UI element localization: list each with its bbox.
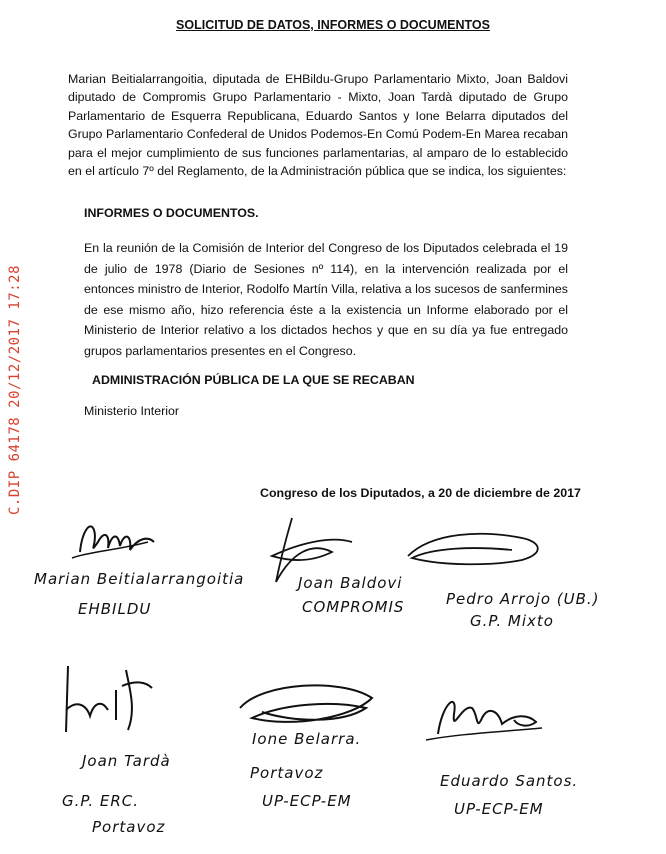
- registry-stamp-text: C.DIP 64178 20/12/2017 17:28: [7, 264, 23, 516]
- registry-stamp: [2, 250, 28, 530]
- signature-scribble-santos: [418, 684, 548, 744]
- signature-scribble-tarda: [56, 660, 156, 740]
- signature-name-5: Ione Belarra.: [252, 730, 362, 748]
- intro-paragraph: Marian Beitialarrangoitia, diputada de EHBildu-Grupo Parlamentario Mixto, Joan Baldovi diputado de Compromis Grupo Parlamentario - Mixto, Joan Tardà diputado de Grupo Parlamentario de Esquerra Republicana, Eduardo Santos y Ione Belarra diputados del Grupo Parlamentario Confederal de Unidos Podemos-En Comú Podem-En Marea recaban para el mejor cumplimiento de sus funciones parlamentarias, al amparo de lo establecido en el artículo 7º del Reglamento, de la Administración pública que se indica, los siguientes:: [68, 72, 568, 179]
- signature-name-6: Eduardo Santos.: [440, 772, 579, 790]
- admin-body: Ministerio Interior: [84, 404, 180, 418]
- signature-name-3: Pedro Arrojo (UB.): [446, 590, 600, 608]
- signature-group-2: COMPROMIS: [302, 598, 405, 616]
- signature-scribble-arrojo: [402, 526, 552, 586]
- signature-role-4: Portavoz: [92, 818, 166, 836]
- signature-group-6: UP-ECP-EM: [454, 800, 544, 818]
- signature-group-3: G.P. Mixto: [470, 612, 554, 630]
- signature-name-2: Joan Baldovi: [298, 574, 403, 592]
- signature-name-4: Joan Tardà: [82, 752, 171, 770]
- signature-scribble-belarra: [232, 678, 382, 738]
- signature-group-1: EHBILDU: [78, 600, 152, 618]
- signature-role-5: Portavoz: [250, 764, 324, 782]
- informes-body: En la reunión de la Comisión de Interior del Congreso de los Diputados celebrada el 19 de julio de 1978 (Diario de Sesiones nº 114), en la intervención realizada por el entonces ministro de Interior, Rodolfo Martín Villa, relativa a los sucesos de sanfermines de ese mismo año, hizo referencia éste a la existencia un Informe elaborado por el Ministerio de Interior relativo a los dictados hechos y que en su día ya fue entregado grupos parlamentarios presentes en el Congreso.: [84, 241, 568, 358]
- signature-group-4: G.P. ERC.: [62, 792, 140, 810]
- signature-name-1: Marian Beitialarrangoitia: [34, 570, 245, 588]
- place-date: Congreso de los Diputados, a 20 de diciembre de 2017: [260, 486, 581, 500]
- signature-scribble-marian: [68, 512, 158, 572]
- document-title: SOLICITUD DE DATOS, INFORMES O DOCUMENTOS: [176, 18, 490, 32]
- admin-heading: ADMINISTRACIÓN PÚBLICA DE LA QUE SE RECABAN: [92, 373, 415, 387]
- signature-group-5: UP-ECP-EM: [262, 792, 352, 810]
- informes-heading: INFORMES O DOCUMENTOS.: [84, 206, 259, 220]
